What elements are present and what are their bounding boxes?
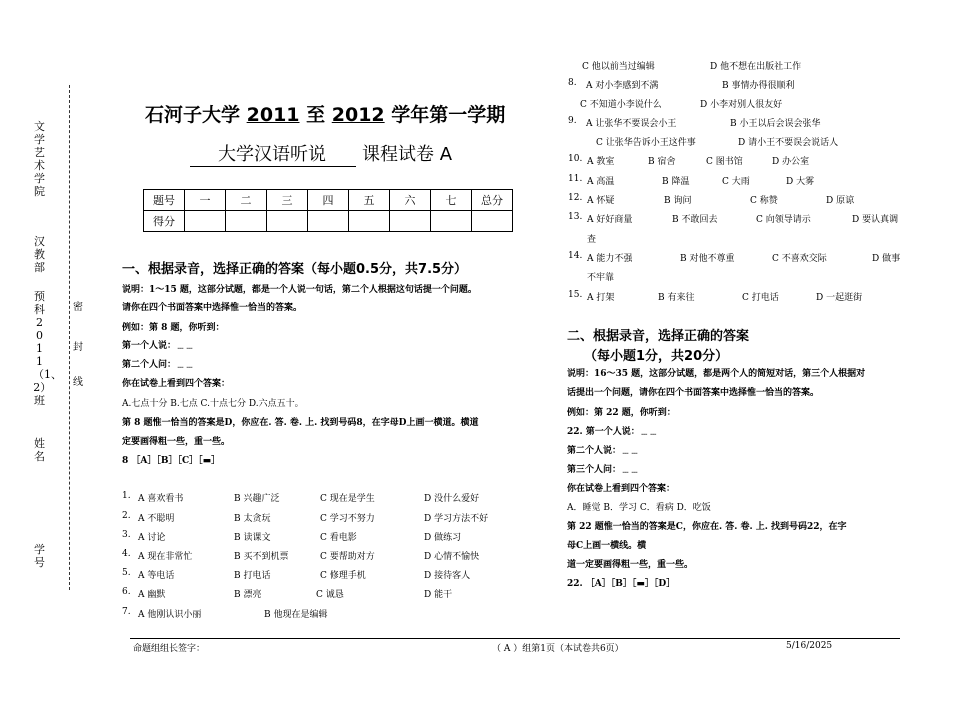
section2-title: 二、根据录音，选择正确的答案 — [567, 329, 750, 344]
paper-label: 课程试卷 A — [362, 144, 453, 165]
score-row-label: 得分 — [144, 211, 185, 232]
example-heading: 例如：第 22 题，你听到： — [567, 408, 676, 418]
example-explanation-1: 第 8 题惟一恰当的答案是D，你应在. 答. 卷. 上. 找到号码8，在字母D上画一横道。横道 — [122, 418, 479, 428]
question-number: 10. — [568, 154, 583, 164]
score-input-cell[interactable] — [390, 211, 431, 232]
answer-option[interactable]: B 小王以后会误会张华 — [730, 119, 821, 129]
answer-option[interactable]: B 不敢回去 — [672, 215, 718, 225]
score-table — [143, 189, 513, 232]
side-label-name: 姓名 — [34, 437, 45, 463]
answer-option[interactable]: A 不聪明 — [138, 514, 175, 524]
section1-instruction-2: 请你在四个书面答案中选择惟一恰当的答案。 — [122, 303, 303, 313]
question-number: 15. — [568, 290, 583, 300]
answer-option[interactable]: C 学习不努力 — [320, 514, 375, 524]
example-speaker-1: 22. 第一个人说：﹍﹍ — [567, 427, 658, 437]
example-speaker-1: 第一个人说：﹍﹍ — [122, 341, 195, 351]
example-speaker-3: 第三个人问：﹍﹍ — [567, 465, 640, 475]
answer-option[interactable]: C 不喜欢交际 — [772, 254, 827, 264]
answer-option[interactable]: B 买不到机票 — [234, 552, 289, 562]
score-cell: 一 — [185, 190, 226, 211]
footer-date: 5/16/2025 — [786, 641, 833, 651]
answer-option[interactable]: A 现在非常忙 — [138, 552, 193, 562]
answer-option[interactable]: B 对他不尊重 — [680, 254, 735, 264]
answer-option[interactable]: C 称赞 — [750, 196, 778, 206]
side-label-class: 预科2011（1、2）班 — [33, 290, 62, 407]
answer-option[interactable]: A 对小李感到不满 — [586, 81, 659, 91]
score-cell: 总分 — [472, 190, 513, 211]
example-explanation-2: 母C上画一横线。横 — [567, 541, 647, 551]
question-number: 11. — [568, 174, 583, 184]
answer-option[interactable]: C 向领导请示 — [756, 215, 811, 225]
answer-option[interactable]: C 他以前当过编辑 — [582, 62, 655, 72]
score-input-cell[interactable] — [349, 211, 390, 232]
section1-instruction-1: 说明：1～15 题，这部分试题，都是一个人说一句话，第二个人根据这句话提一个问题。 — [122, 285, 477, 295]
example-answer-mark: 8 ［A］［B］［C］［▬］ — [122, 456, 221, 466]
side-label-college: 文学艺术学院 — [34, 120, 45, 198]
answer-option[interactable]: C 图书馆 — [706, 157, 743, 167]
answer-option[interactable]: D 大雾 — [786, 177, 815, 187]
example-see-options: 你在试卷上看到四个答案： — [122, 379, 231, 389]
answer-option[interactable]: C 诚恳 — [316, 590, 344, 600]
exam-title: 石河子大学 2011 至 2012 学年第一学期 — [145, 104, 506, 126]
answer-option[interactable]: B 太贪玩 — [234, 514, 271, 524]
score-cell: 题号 — [144, 190, 185, 211]
question-number: 12. — [568, 193, 583, 203]
question-number: 14. — [568, 251, 583, 261]
answer-option[interactable]: D 请小王不要误会说话人 — [738, 138, 839, 148]
example-explanation-2: 定要画得粗一些，重一些。 — [122, 437, 231, 447]
answer-option[interactable]: A 让张华不要误会小王 — [586, 119, 677, 129]
answer-option[interactable]: C 让张华告诉小王这件事 — [596, 138, 696, 148]
seal-dotted-line — [69, 85, 70, 590]
answer-option[interactable]: D 要认真调 — [852, 215, 899, 225]
answer-option[interactable]: D 一起逛街 — [816, 293, 863, 303]
course-name: 大学汉语听说 — [190, 140, 356, 167]
answer-option[interactable]: C 现在是学生 — [320, 494, 375, 504]
score-cell: 七 — [431, 190, 472, 211]
answer-option[interactable]: C 不知道小李说什么 — [580, 100, 662, 110]
example-explanation-3: 道一定要画得粗一些，重一些。 — [567, 560, 694, 570]
example-heading: 例如：第 8 题，你听到： — [122, 323, 225, 333]
example-explanation-1: 第 22 题惟一恰当的答案是C，你应在. 答. 卷. 上. 找到号码22，在字 — [567, 522, 847, 532]
answer-option[interactable]: D 做事 — [872, 254, 901, 264]
example-speaker-2: 第二个人问：﹍﹍ — [122, 360, 195, 370]
answer-option[interactable]: D 做练习 — [424, 533, 462, 543]
answer-option[interactable]: C 大雨 — [722, 177, 750, 187]
answer-option[interactable]: A 他刚认识小丽 — [138, 610, 202, 620]
example-answer-mark: 22. ［A］［B］［▬］［D］ — [567, 579, 676, 589]
answer-option[interactable]: C 打电话 — [742, 293, 779, 303]
question-number: 5. — [122, 568, 131, 578]
answer-option[interactable]: D 他不想在出版社工作 — [710, 62, 802, 72]
answer-option[interactable]: A 讨论 — [138, 533, 166, 543]
answer-option-continuation: 不牢靠 — [587, 273, 615, 283]
score-input-cell[interactable] — [226, 211, 267, 232]
answer-option[interactable]: B 降温 — [662, 177, 690, 187]
seal-mark-feng: 封 — [73, 342, 83, 353]
answer-option[interactable]: B 他现在是编辑 — [264, 610, 328, 620]
answer-option[interactable]: B 宿舍 — [648, 157, 676, 167]
answer-option[interactable]: D 办公室 — [772, 157, 810, 167]
question-number: 7. — [122, 607, 131, 617]
answer-option[interactable]: D 能干 — [424, 590, 453, 600]
question-number: 9. — [568, 116, 577, 126]
answer-option[interactable]: A 能力不强 — [587, 254, 633, 264]
section2-instruction-1: 说明：16～35 题，这部分试题，都是两个人的简短对话，第三个人根据对 — [567, 369, 866, 379]
score-input-cell[interactable] — [267, 211, 308, 232]
answer-option[interactable]: A 喜欢看书 — [138, 494, 184, 504]
score-table-score-row — [144, 211, 513, 232]
answer-option[interactable]: B 事情办得很顺利 — [722, 81, 795, 91]
score-input-cell[interactable] — [308, 211, 349, 232]
example-speaker-2: 第二个人说：﹍﹍ — [567, 446, 640, 456]
answer-option[interactable]: D 接待客人 — [424, 571, 471, 581]
answer-option[interactable]: B 漂亮 — [234, 590, 262, 600]
score-cell: 四 — [308, 190, 349, 211]
score-input-cell[interactable] — [431, 211, 472, 232]
seal-mark-mi: 密 — [73, 302, 83, 313]
answer-option[interactable]: B 兴趣广泛 — [234, 494, 280, 504]
answer-option[interactable]: B 询问 — [664, 196, 692, 206]
answer-option[interactable]: A 怀疑 — [587, 196, 615, 206]
question-number: 1. — [122, 491, 131, 501]
answer-option[interactable]: A 好好商量 — [587, 215, 633, 225]
example-see-options: 你在试卷上看到四个答案： — [567, 484, 676, 494]
answer-option[interactable]: C 看电影 — [320, 533, 357, 543]
answer-option[interactable]: A 幽默 — [138, 590, 166, 600]
question-number: 8. — [568, 78, 577, 88]
answer-option[interactable]: D 原谅 — [826, 196, 855, 206]
section1-title: 一、根据录音，选择正确的答案（每小题0.5分，共7.5分） — [122, 262, 468, 277]
score-cell: 五 — [349, 190, 390, 211]
score-cell: 三 — [267, 190, 308, 211]
answer-option[interactable]: B 打电话 — [234, 571, 271, 581]
question-number: 3. — [122, 530, 131, 540]
answer-option[interactable]: B 读课文 — [234, 533, 271, 543]
answer-option[interactable]: A 打架 — [587, 293, 615, 303]
side-label-department: 汉教部 — [34, 235, 45, 274]
example-options: A.七点十分 B.七点 C.十点七分 D.六点五十。 — [122, 399, 304, 409]
example-options: A．睡觉 B．学习 C．看病 D．吃饭 — [567, 503, 711, 513]
answer-option[interactable]: C 修理手机 — [320, 571, 366, 581]
answer-option[interactable]: C 要帮助对方 — [320, 552, 375, 562]
question-number: 2. — [122, 511, 131, 521]
answer-option[interactable]: D 小李对别人很友好 — [700, 100, 783, 110]
side-label-student-no: 学号 — [34, 543, 45, 569]
score-input-cell[interactable] — [472, 211, 513, 232]
answer-option[interactable]: A 高温 — [587, 177, 615, 187]
score-input-cell[interactable] — [185, 211, 226, 232]
score-cell: 六 — [390, 190, 431, 211]
score-cell: 二 — [226, 190, 267, 211]
seal-mark-xian: 线 — [73, 377, 83, 388]
answer-option[interactable]: D 学习方法不好 — [424, 514, 489, 524]
footer-page-info: （ A ）组第1页（本试卷共6页） — [492, 644, 624, 654]
answer-option[interactable]: A 等电话 — [138, 571, 175, 581]
score-table-header-row — [144, 190, 513, 211]
answer-option[interactable]: B 有来往 — [658, 293, 695, 303]
answer-option[interactable]: D 没什么爱好 — [424, 494, 480, 504]
footer-rule — [130, 638, 900, 639]
question-number: 4. — [122, 549, 131, 559]
section2-subtitle: （每小题1分，共20分） — [584, 349, 729, 364]
answer-option[interactable]: A 教室 — [587, 157, 615, 167]
question-number: 13. — [568, 212, 583, 222]
footer-signature-label: 命题组组长签字： — [133, 644, 206, 654]
answer-option[interactable]: D 心情不愉快 — [424, 552, 480, 562]
course-title — [190, 140, 452, 167]
question-number: 6. — [122, 587, 131, 597]
answer-option-continuation: 查 — [587, 235, 597, 245]
section2-instruction-2: 话提出一个问题，请你在四个书面答案中选择惟一恰当的答案。 — [567, 388, 820, 398]
